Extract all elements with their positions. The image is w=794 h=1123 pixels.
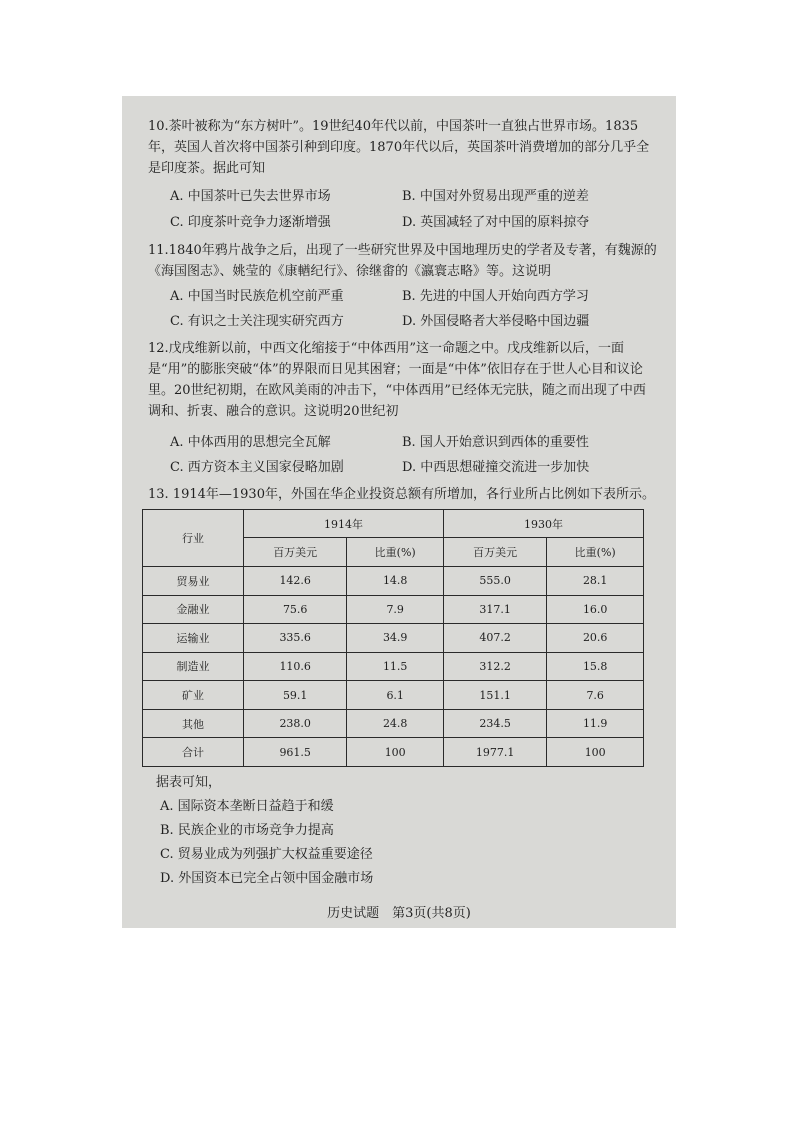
ratio-1930: 20.6 [547, 624, 644, 653]
ratio-1930: 16.0 [547, 595, 644, 624]
amount-1930: 1977.1 [443, 738, 546, 767]
question-12-option-c: C. 西方资本主义国家侵略加剧 [170, 460, 344, 475]
ratio-1930: 100 [547, 738, 644, 767]
table-amount-header-1914: 百万美元 [244, 538, 347, 567]
question-11-stem: 11.1840年鸦片战争之后，出现了一些研究世界及中国地理历史的学者及专著，有魏源的《海国图志》、姚莹的《康輶纪行》、徐继畬的《瀛寰志略》等。这说明 [148, 243, 657, 279]
page-footer: 历史试题 第3页(共8页) [327, 906, 471, 921]
industry-name: 运输业 [143, 624, 244, 653]
amount-1914: 59.1 [244, 681, 347, 710]
question-10-option-c: C. 印度茶叶竞争力逐渐增强 [170, 215, 331, 230]
question-11-option-b: B. 先进的中国人开始向西方学习 [402, 289, 589, 304]
ratio-1914: 14.8 [347, 567, 444, 596]
table-year-1930-header: 1930年 [443, 510, 643, 538]
investment-table [142, 509, 644, 767]
ratio-1914: 6.1 [347, 681, 444, 710]
amount-1930: 312.2 [443, 652, 546, 681]
question-13-conclusion-lead: 据表可知， [156, 775, 222, 790]
table-row [143, 709, 644, 738]
ratio-1914: 100 [347, 738, 444, 767]
ratio-1914: 7.9 [347, 595, 444, 624]
industry-name: 金融业 [143, 595, 244, 624]
industry-name: 矿业 [143, 681, 244, 710]
amount-1914: 110.6 [244, 652, 347, 681]
question-12-option-b: B. 国人开始意识到西体的重要性 [402, 435, 589, 450]
industry-name: 其他 [143, 709, 244, 738]
question-12-option-a: A. 中体西用的思想完全瓦解 [170, 435, 331, 450]
exam-page [122, 96, 676, 928]
question-13-option-b: B. 民族企业的市场竞争力提高 [160, 823, 334, 838]
ratio-1930: 28.1 [547, 567, 644, 596]
question-11-option-d: D. 外国侵略者大举侵略中国边疆 [402, 314, 590, 329]
table-row-total [143, 738, 644, 767]
ratio-1914: 34.9 [347, 624, 444, 653]
industry-name: 制造业 [143, 652, 244, 681]
table-row [143, 652, 644, 681]
table-year-1914-header: 1914年 [244, 510, 444, 538]
amount-1914: 75.6 [244, 595, 347, 624]
question-10-option-b: B. 中国对外贸易出现严重的逆差 [402, 189, 589, 204]
amount-1930: 407.2 [443, 624, 546, 653]
amount-1930: 234.5 [443, 709, 546, 738]
ratio-1930: 11.9 [547, 709, 644, 738]
table-row [143, 681, 644, 710]
table-row [143, 595, 644, 624]
table-ratio-header-1914: 比重(%) [347, 538, 444, 567]
ratio-1914: 11.5 [347, 652, 444, 681]
question-12-option-d: D. 中西思想碰撞交流进一步加快 [402, 460, 590, 475]
amount-1914: 142.6 [244, 567, 347, 596]
table-ratio-header-1930: 比重(%) [547, 538, 644, 567]
question-10-option-a: A. 中国茶叶已失去世界市场 [170, 189, 331, 204]
amount-1914: 335.6 [244, 624, 347, 653]
table-row [143, 624, 644, 653]
question-10-stem: 10.茶叶被称为“东方树叶”。19世纪40年代以前，中国茶叶一直独占世界市场。1835年，英国人首次将中国茶引种到印度。1870年代以后，英国茶叶消费增加的部分几乎全是印度茶。据此可知 [148, 119, 650, 176]
question-13-option-c: C. 贸易业成为列强扩大权益重要途径 [160, 847, 373, 862]
table-row [143, 567, 644, 596]
ratio-1930: 7.6 [547, 681, 644, 710]
ratio-1930: 15.8 [547, 652, 644, 681]
industry-name: 合计 [143, 738, 244, 767]
question-13-stem: 13. 1914年—1930年，外国在华企业投资总额有所增加，各行业所占比例如下表所示。 [148, 487, 655, 502]
amount-1930: 151.1 [443, 681, 546, 710]
table-amount-header-1930: 百万美元 [443, 538, 546, 567]
question-10-option-d: D. 英国减轻了对中国的原料掠夺 [402, 215, 590, 230]
amount-1930: 555.0 [443, 567, 546, 596]
table-corner-header: 行业 [143, 510, 244, 567]
question-11-option-a: A. 中国当时民族危机空前严重 [170, 289, 344, 304]
question-13-option-d: D. 外国资本已完全占领中国金融市场 [160, 871, 374, 886]
amount-1914: 961.5 [244, 738, 347, 767]
amount-1930: 317.1 [443, 595, 546, 624]
question-13-option-a: A. 国际资本垄断日益趋于和缓 [160, 799, 334, 814]
question-11-option-c: C. 有识之士关注现实研究西方 [170, 314, 344, 329]
industry-name: 贸易业 [143, 567, 244, 596]
question-12-stem: 12.戊戌维新以前，中西文化缩接于“中体西用”这一命题之中。戊戌维新以后，一面是“用”的膨胀突破“体”的界限而日见其困窘；一面是“中体”依旧存在于世人心目和议论里。20世纪初期，在欧风美雨的冲击下，“中体西用”已经体无完肤，随之而出现了中西调和、折衷、融合的意识。这说明20世纪初 [148, 341, 646, 419]
ratio-1914: 24.8 [347, 709, 444, 738]
amount-1914: 238.0 [244, 709, 347, 738]
